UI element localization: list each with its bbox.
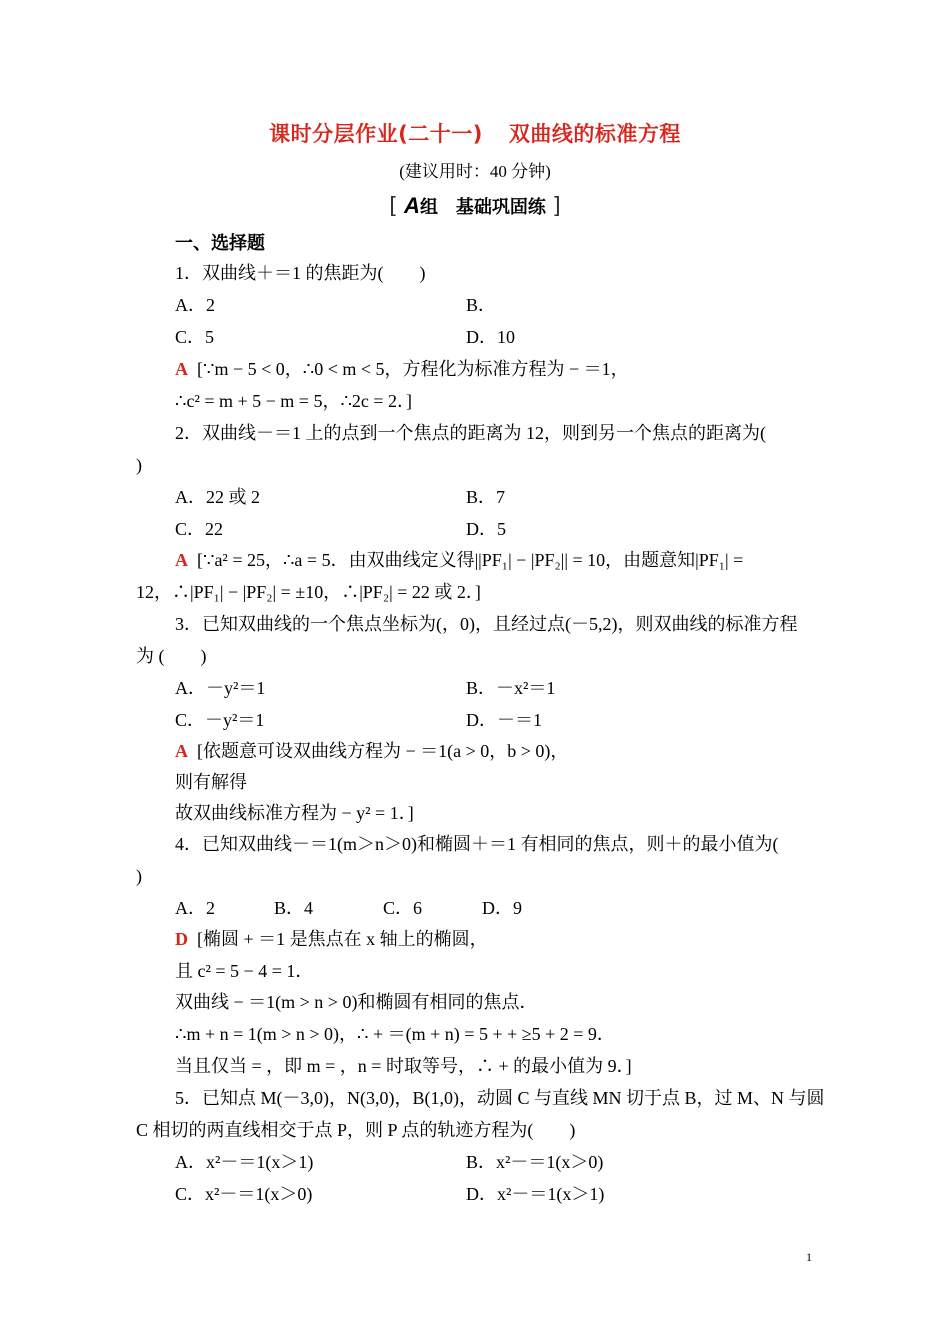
- group-bracket-close: ]: [552, 194, 561, 219]
- q3-stem-1: 3．已知双曲线的一个焦点坐标为(，0)，且经过点(－5,2)，则双曲线的标准方程: [175, 614, 798, 634]
- q4-option-a: A．2: [175, 898, 215, 918]
- group-label: 组 基础巩固练: [419, 197, 546, 218]
- q4-stem-2: ): [136, 866, 142, 886]
- q3-option-b: B．－x²＝1: [466, 678, 556, 698]
- q4-explanation-3: 双曲线 − ＝1(m > n > 0)和椭圆有相同的焦点．: [175, 992, 538, 1012]
- q4-explanation-4: ∴m + n = 1(m > n > 0)，∴ + ＝(m + n) = 5 + + ≥5 + 2 = 9．: [175, 1024, 615, 1044]
- q2-answer: A: [175, 550, 188, 570]
- q2-explanation-2: 12，∴|PF₁| − |PF₂| = ±10，∴|PF₂| = 22 或 2．]: [136, 582, 481, 602]
- q1-explanation-2: ∴c² = m + 5 − m = 5，∴2c = 2．]: [175, 391, 413, 411]
- q4-option-c: C．6: [383, 898, 423, 918]
- q2-option-b: B．7: [466, 487, 506, 507]
- q5-option-d: D．x²－＝1(x＞1): [466, 1184, 605, 1204]
- q5-stem-1: 5．已知点 M(－3,0)，N(3,0)，B(1,0)，动圆 C 与直线 MN 切于点 B，过 M、N 与圆: [175, 1088, 825, 1108]
- q1-option-b: B．: [466, 295, 497, 315]
- title-part2: 双曲线的标准方程: [508, 122, 681, 146]
- q5-stem-2: C 相切的两直线相交于点 P，则 P 点的轨迹方程为( ): [136, 1120, 576, 1140]
- q5-option-b: B．x²－＝1(x＞0): [466, 1152, 604, 1172]
- q4-answer: D: [175, 929, 188, 949]
- suggested-time: (建议用时：40 分钟): [399, 162, 551, 181]
- q3-option-d: D．－＝1: [466, 710, 542, 730]
- q2-stem-2: ): [136, 455, 142, 475]
- group-letter: A: [404, 193, 420, 218]
- q1-explanation-1: [175, 358, 629, 380]
- title-part1: 课时分层作业(二十一): [269, 122, 483, 146]
- q4-stem-1: 4．已知双曲线－＝1(m＞n＞0)和椭圆＋＝1 有相同的焦点，则＋的最小值为(: [175, 834, 779, 854]
- q4-explanation-text: [椭圆 + ＝1 是焦点在 x 轴上的椭圆，: [197, 929, 488, 949]
- q4-explanation-1: [175, 928, 488, 950]
- q2-option-c: C．22: [175, 519, 224, 539]
- q1-stem: 1．双曲线＋＝1 的焦距为( ): [175, 263, 426, 283]
- q1-option-d: D．10: [466, 327, 515, 347]
- q3-explanation-1: [175, 740, 568, 762]
- section-heading: 一、选择题: [175, 233, 265, 253]
- q2-explanation-text: [∵a² = 25，∴a = 5．由双曲线定义得||PF₁| − |PF₂|| = 10，由题意知|PF₁| =: [197, 550, 744, 570]
- q3-option-a: A．－y²＝1: [175, 678, 266, 698]
- q1-option-c: C．5: [175, 327, 215, 347]
- q2-stem-1: 2．双曲线－＝1 上的点到一个焦点的距离为 12，则到另一个焦点的距离为(: [175, 423, 766, 443]
- page-title: [0, 118, 950, 148]
- q3-answer: A: [175, 741, 188, 761]
- q3-explanation-text: [依题意可设双曲线方程为 − ＝1(a > 0，b > 0)，: [197, 741, 569, 761]
- q5-option-c: C．x²－＝1(x＞0): [175, 1184, 313, 1204]
- q3-explanation-2: 则有解得: [175, 772, 247, 792]
- q3-explanation-3: 故双曲线标准方程为 − y² = 1．]: [175, 803, 414, 823]
- group-bracket-open: [: [389, 194, 398, 219]
- q4-option-b: B．4: [274, 898, 314, 918]
- group-heading: [0, 193, 950, 219]
- page-number: 1: [806, 1250, 812, 1264]
- q1-explanation-text: [∵m − 5 < 0，∴0 < m < 5，方程化为标准方程为 − ＝1，: [197, 359, 629, 379]
- q2-option-d: D．5: [466, 519, 506, 539]
- q2-explanation-1: [175, 549, 743, 571]
- q1-answer: A: [175, 359, 188, 379]
- q1-option-a: A．2: [175, 295, 215, 315]
- q2-option-a: A．22 或 2: [175, 487, 260, 507]
- q3-stem-2: 为 ( ): [136, 646, 207, 666]
- q4-option-d: D．9: [482, 898, 522, 918]
- q4-explanation-2: 且 c² = 5 − 4 = 1．: [175, 961, 314, 981]
- q3-option-c: C．－y²＝1: [175, 710, 265, 730]
- q5-option-a: A．x²－＝1(x＞1): [175, 1152, 314, 1172]
- q4-explanation-5: 当且仅当 = ，即 m = ，n = 时取等号，∴ + 的最小值为 9．]: [175, 1056, 632, 1076]
